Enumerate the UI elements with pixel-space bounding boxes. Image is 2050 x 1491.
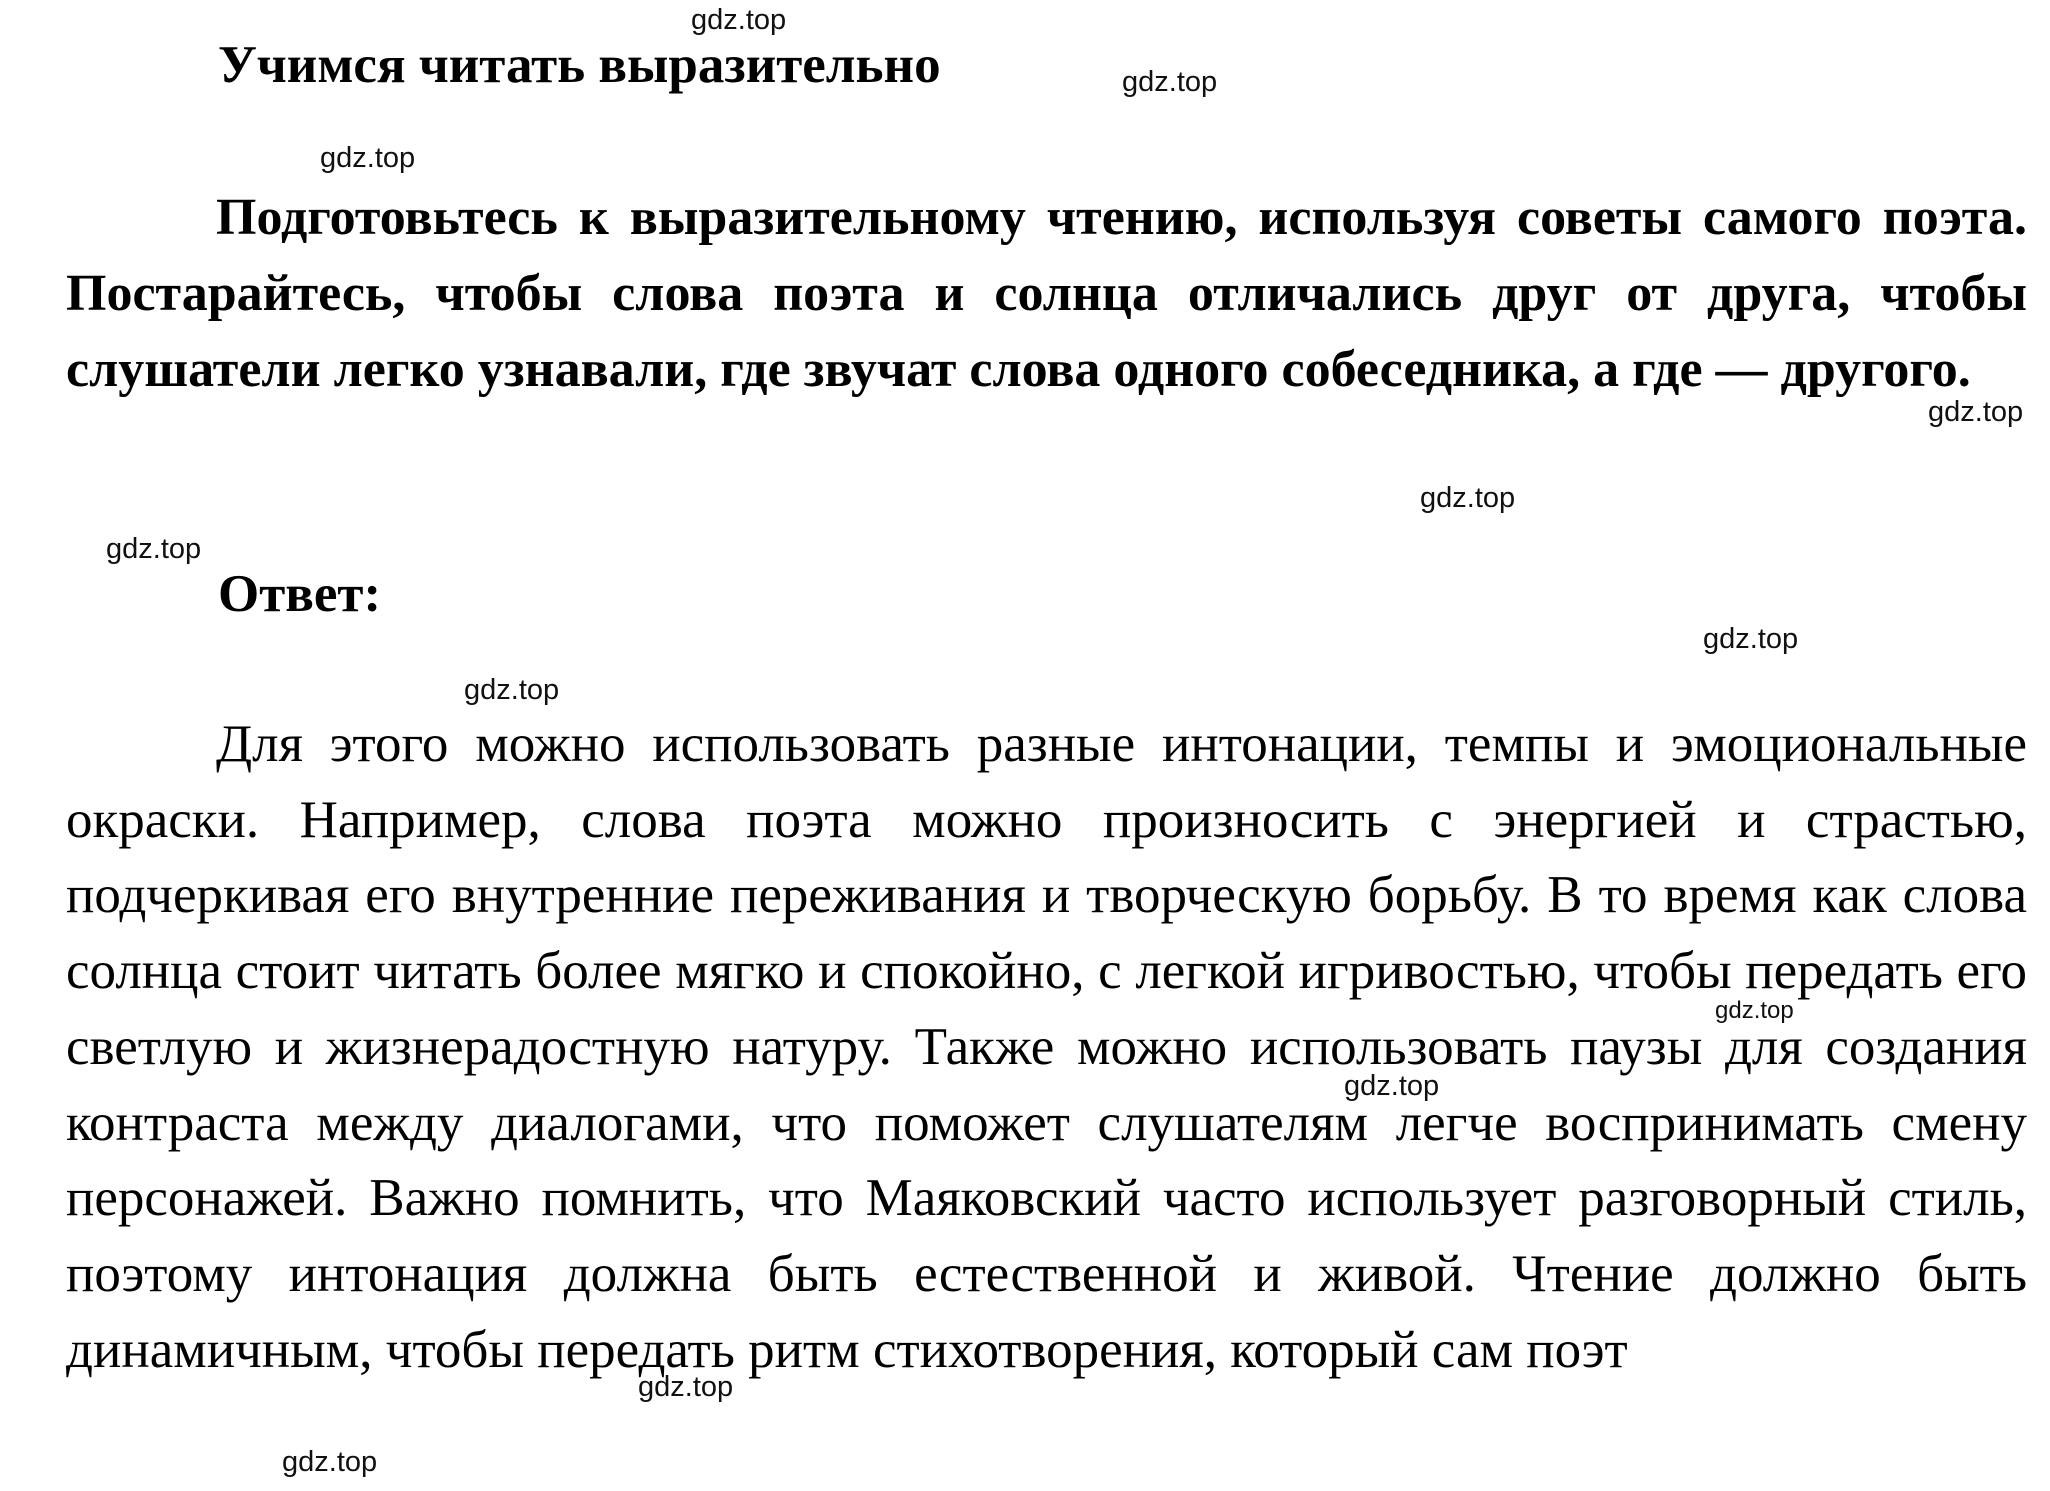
watermark: gdz.top [1122,66,1218,98]
watermark: gdz.top [464,674,560,706]
watermark: gdz.top [282,1446,378,1478]
answer-text: Для этого можно использовать разные интонации, темпы и эмоциональные окраски. Например, слова поэта можно произносить с энергией и страстью, подчеркивая его внутренние переживания и творческую борьбу. В то время как слова солнца стоит читать более мягко и спокойно, с легкой игривостью, чтобы передать его светлую и жизнерадостную натуру. Также можно использовать паузы для создания контраста между диалогами, что поможет слушателям легче воспринимать смену персонажей. Важно помнить, что Маяковский часто использует разговорный стиль, поэтому интонация должна быть естественной и живой. Чтение должно быть динамичным, чтобы передать ритм стихотворения, который сам поэт [66,715,2027,1379]
watermark: gdz.top [1928,396,2024,428]
watermark: gdz.top [638,1371,734,1403]
section-heading: Учимся читать выразительно [218,36,941,94]
watermark: gdz.top [691,4,787,36]
watermark: gdz.top [1420,482,1516,514]
watermark: gdz.top [1703,623,1799,655]
answer-label: Ответ: [218,565,382,623]
watermark: gdz.top [106,533,202,565]
watermark: gdz.top [1715,997,1794,1024]
watermark: gdz.top [1344,1070,1440,1102]
watermark: gdz.top [320,142,416,174]
task-instruction: Подготовьтесь к выразительному чтению, используя советы самого поэта. Постарайтесь, чтобы слова поэта и солнца отличались друг от друга, чтобы слушатели легко узнавали, где звучат слова одного собеседника, а где — другого. [66,189,2027,398]
